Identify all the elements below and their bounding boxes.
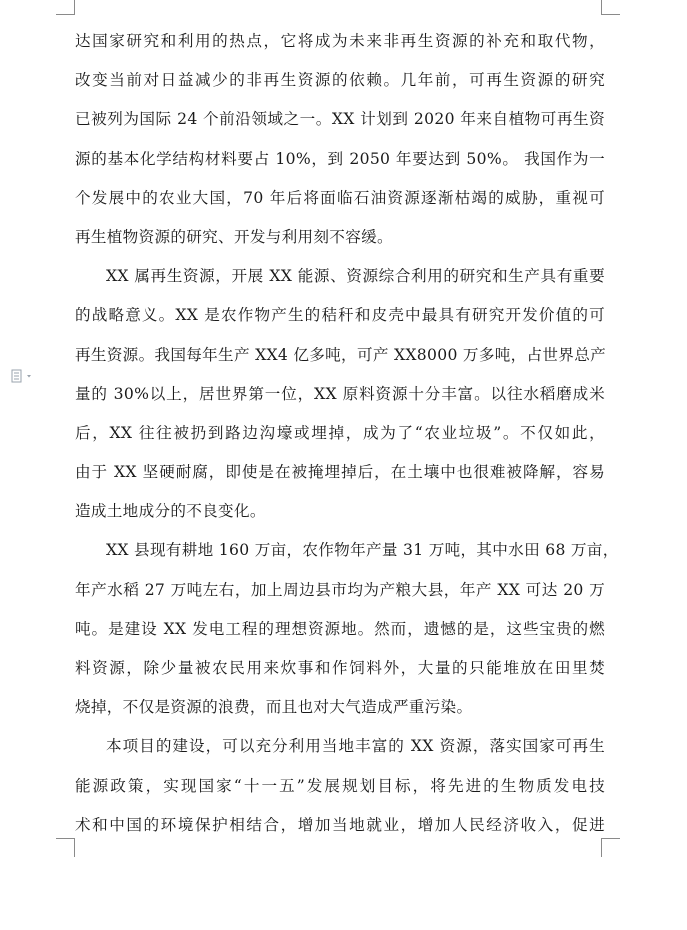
text-line: 料资源，除少量被农民用来炊事和作饲料外，大量的只能堆放在田里焚	[75, 659, 605, 677]
text-line: 量的 30%以上，居世界第一位，XX 原料资源十分丰富。以往水稻磨成米	[75, 384, 605, 403]
crop-mark-top-right	[601, 0, 620, 15]
text-line: 已被列为国际 24 个前沿领域之一。XX 计划到 2020 年来自植物可再生资	[75, 110, 605, 129]
text-line: 本项目的建设，可以充分利用当地丰富的 XX 资源，落实国家可再生	[106, 737, 605, 756]
text-line: 源的基本化学结构材料要占 10%，到 2050 年要达到 50%。 我国作为一	[75, 149, 605, 168]
text-line: 改变当前对日益减少的非再生资源的依赖。几年前，可再生资源的研究	[75, 71, 605, 90]
crop-mark-bottom-left	[56, 838, 75, 857]
text-line: 能源政策，实现国家“十一五”发展规划目标，将先进的生物质发电技	[75, 776, 605, 795]
text-line: 烧掉，不仅是资源的浪费，而且也对大气造成严重污染。	[75, 698, 473, 717]
crop-mark-top-left	[56, 0, 75, 15]
text-line: 的战略意义。XX 是农作物产生的秸秆和皮壳中最具有研究开发价值的可	[75, 306, 605, 325]
paragraph-options-icon[interactable]	[10, 368, 36, 382]
text-line: 后，XX 往往被扔到路边沟壕或埋掉，成为了“农业垃圾”。不仅如此，	[75, 423, 605, 442]
text-line: 吨。是建设 XX 发电工程的理想资源地。然而，遗憾的是，这些宝贵的燃	[75, 619, 605, 638]
text-line: 再生植物资源的研究、开发与利用刻不容缓。	[75, 227, 393, 246]
text-line: 达国家研究和利用的热点，它将成为未来非再生资源的补充和取代物，	[75, 32, 605, 50]
text-line: 由于 XX 坚硬耐腐，即使是在被掩埋掉后，在土壤中也很难被降解，容易	[75, 463, 605, 482]
text-line: XX 县现有耕地 160 万亩，农作物年产量 31 万吨，其中水田 68 万亩，	[106, 541, 619, 560]
text-line: XX 属再生资源，开展 XX 能源、资源综合利用的研究和生产具有重要	[106, 267, 605, 286]
text-line: 造成土地成分的不良变化。	[75, 502, 266, 521]
document-body	[75, 22, 619, 845]
text-line: 再生资源。我国每年生产 XX4 亿多吨，可产 XX8000 万多吨，占世界总产	[75, 345, 606, 364]
text-line: 个发展中的农业大国，70 年后将面临石油资源逐渐枯竭的威胁，重视可	[75, 188, 605, 207]
text-line: 术和中国的环境保护相结合，增加当地就业，增加人民经济收入，促进	[75, 815, 605, 834]
text-line: 年产水稻 27 万吨左右，加上周边县市均为产粮大县，年产 XX 可达 20 万	[75, 580, 605, 599]
